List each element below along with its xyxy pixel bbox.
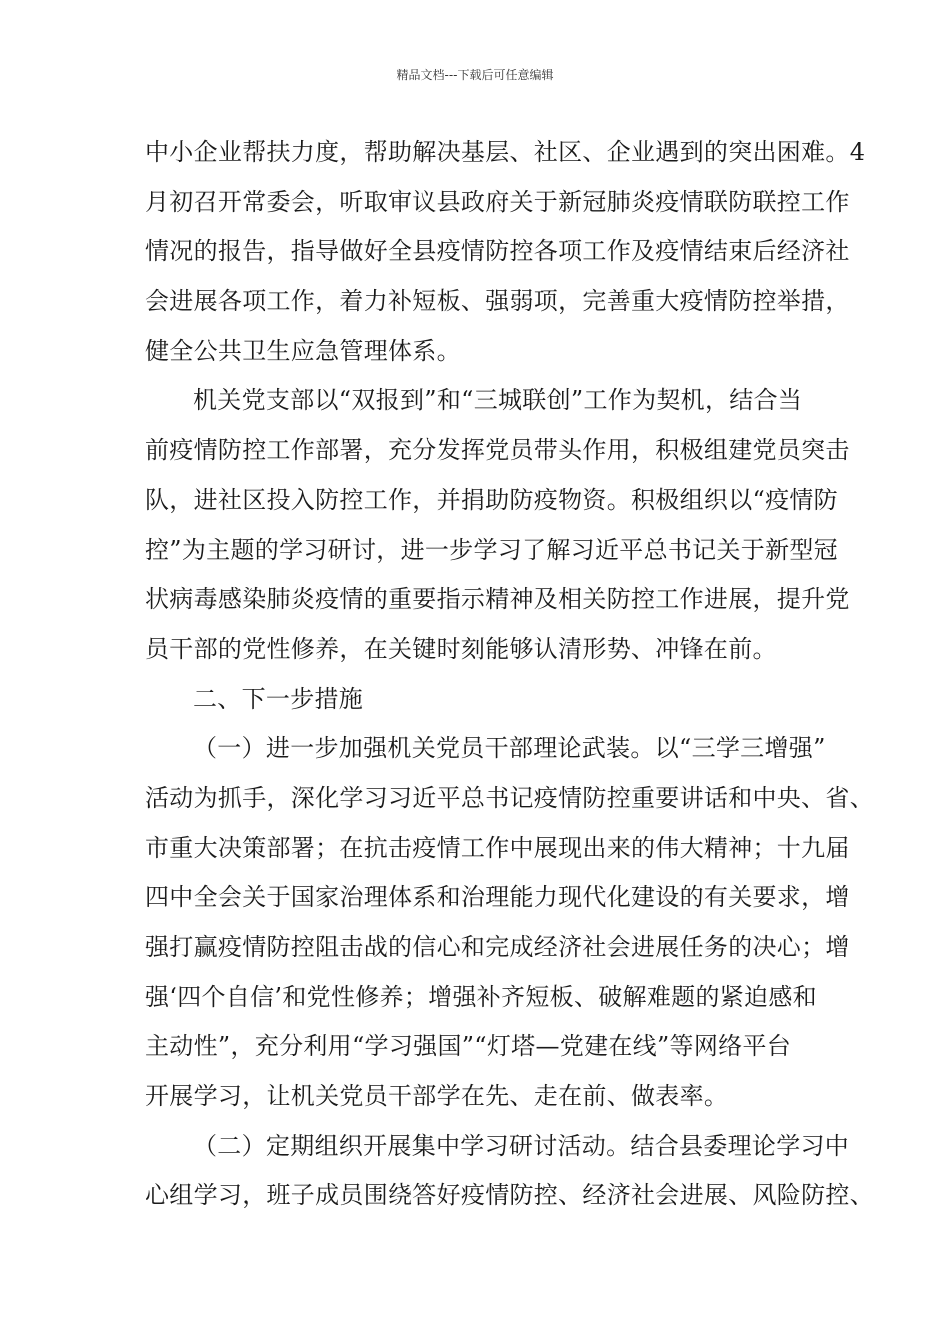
document-body bbox=[145, 128, 874, 1221]
text-line: 情况的报告，指导做好全县疫情防控各项工作及疫情结束后经济社 bbox=[145, 237, 850, 266]
text-line: 健全公共卫生应急管理体系。 bbox=[145, 336, 461, 365]
text-line: 开展学习，让机关党员干部学在先、走在前、做表率。 bbox=[145, 1082, 729, 1111]
text-line: 前疫情防控工作部署，充分发挥党员带头作用，积极组建党员突击 bbox=[145, 436, 850, 465]
paragraph-start-line: （二）定期组织开展集中学习研讨活动。结合县委理论学习中 bbox=[193, 1131, 850, 1160]
paragraph-start-line: （一）进一步加强机关党员干部理论武装。以“三学三增强” bbox=[193, 734, 826, 763]
text-line: 月初召开常委会，听取审议县政府关于新冠肺炎疫情联防联控工作 bbox=[145, 187, 850, 216]
text-line: 中小企业帮扶力度，帮助解决基层、社区、企业遇到的突出困难。4 bbox=[145, 138, 866, 166]
paragraph-start-line: 机关党支部以“双报到”和“三城联创”工作为契机，结合当 bbox=[193, 386, 803, 415]
text-line: 活动为抓手，深化学习习近平总书记疫情防控重要讲话和中央、省、 bbox=[145, 783, 874, 812]
section-heading: 二、下一步措施 bbox=[193, 684, 364, 713]
text-line: 心组学习，班子成员围绕答好疫情防控、经济社会进展、风险防控、 bbox=[145, 1181, 874, 1210]
text-line: 控”为主题的学习研讨，进一步学习了解习近平总书记关于新型冠 bbox=[145, 535, 838, 564]
text-line: 员干部的党性修养，在关键时刻能够认清形势、冲锋在前。 bbox=[145, 634, 777, 663]
text-line: 市重大决策部署；在抗击疫情工作中展现出来的伟大精神；十九届 bbox=[145, 833, 850, 862]
page-header: 精品文档---下载后可任意编辑 bbox=[396, 68, 554, 82]
text-line: 状病毒感染肺炎疫情的重要指示精神及相关防控工作进展，提升党 bbox=[145, 585, 850, 614]
text-line: 主动性”，充分利用“学习强国”“灯塔—党建在线”等网络平台 bbox=[145, 1032, 792, 1061]
text-line: 强‘四个自信’和党性修养；增强补齐短板、破解难题的紧迫感和 bbox=[145, 982, 817, 1011]
text-line: 会进展各项工作，着力补短板、强弱项，完善重大疫情防控举措， bbox=[145, 287, 850, 316]
text-line: 强打赢疫情防控阻击战的信心和完成经济社会进展任务的决心；增 bbox=[145, 933, 850, 961]
text-line: 四中全会关于国家治理体系和治理能力现代化建设的有关要求，增 bbox=[145, 883, 850, 912]
text-line: 队，进社区投入防控工作，并捐助防疫物资。积极组织以“疫情防 bbox=[145, 485, 838, 514]
